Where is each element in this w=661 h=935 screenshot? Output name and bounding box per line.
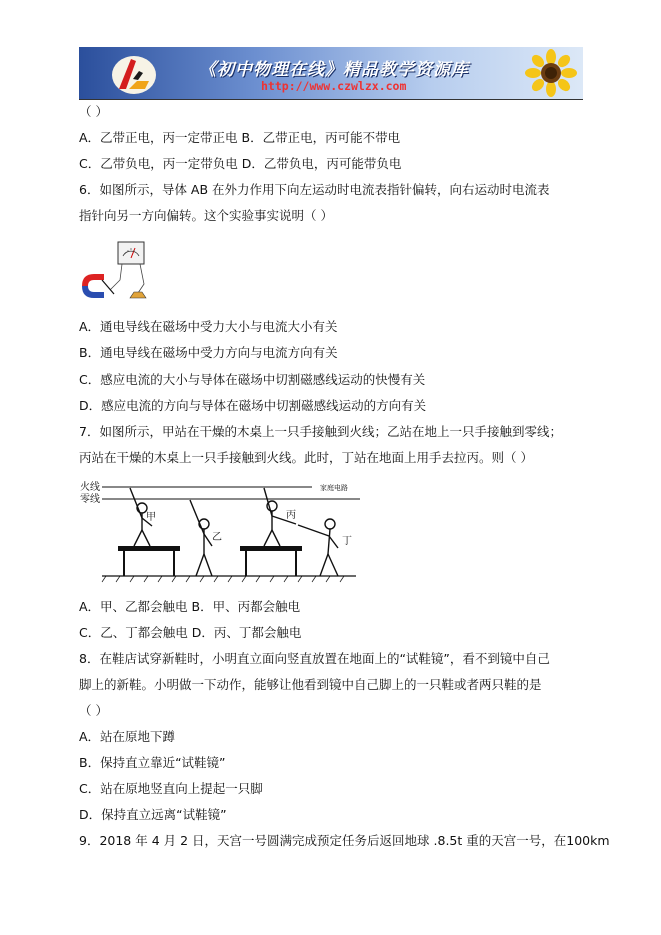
power-note-label: 家庭电路	[320, 484, 348, 492]
electric-shock-figure	[80, 480, 360, 584]
q9-stem: 9．2018 年 4 月 2 日，天宫一号圆满完成预定任务后返回地球 .8.5t 重的天宫一号，在100km	[79, 833, 610, 848]
q5-blank: （ ）	[79, 104, 108, 119]
q5-option-ab: A．乙带正电，丙一定带正电 B．乙带正电，丙可能不带电	[79, 130, 401, 145]
live-wire-label: 火线	[80, 482, 100, 493]
q8-option-d: D．保持直立远离“试鞋镜”	[79, 807, 227, 822]
q6-stem-line1: 6．如图所示，导体 AB 在外力作用下向左运动时电流表指针偏转，向右运动时电流表	[79, 182, 550, 197]
q7-option-cd: C．乙、丁都会触电 D．丙、丁都会触电	[79, 625, 302, 640]
person-a-label: 甲	[146, 512, 156, 523]
banner-url: http://www.czwlzx.com	[261, 79, 407, 93]
induction-experiment-figure	[80, 240, 160, 304]
q7-stem-line2: 丙站在干燥的木桌上一只手接触到火线。此时，丁站在地面上用手去拉丙。则（ ）	[79, 450, 533, 465]
q6-option-a: A．通电导线在磁场中受力大小与电流大小有关	[79, 319, 338, 334]
q6-option-c: C．感应电流的大小与导体在磁场中切割磁感线运动的快慢有关	[79, 372, 426, 387]
sunflower-icon	[521, 49, 581, 97]
q8-stem-line2: 脚上的新鞋。小明做一下动作，能够让他看到镜中自己脚上的一只鞋或者两只鞋的是	[79, 677, 542, 692]
q8-stem-line3: （ ）	[79, 703, 108, 718]
logo-icon	[109, 51, 159, 97]
header-rule	[79, 99, 583, 100]
q6-stem-line2: 指针向另一方向偏转。这个实验事实说明（ ）	[79, 208, 333, 223]
person-c-label: 丙	[286, 510, 296, 521]
q6-option-d: D．感应电流的方向与导体在磁场中切割磁感线运动的方向有关	[79, 398, 427, 413]
header-banner	[79, 47, 583, 99]
banner-title: 《初中物理在线》精品教学资源库	[199, 60, 469, 80]
person-b-label: 乙	[212, 532, 222, 543]
neutral-wire-label: 零线	[80, 494, 100, 505]
q7-option-ab: A．甲、乙都会触电 B．甲、丙都会触电	[79, 599, 301, 614]
q8-stem-line1: 8．在鞋店试穿新鞋时，小明直立面向竖直放置在地面上的“试鞋镜”，看不到镜中自己	[79, 651, 550, 666]
q8-option-b: B．保持直立靠近“试鞋镜”	[79, 755, 226, 770]
q5-option-cd: C．乙带负电，丙一定带负电 D．乙带负电，丙可能带负电	[79, 156, 402, 171]
q8-option-c: C．站在原地竖直向上提起一只脚	[79, 781, 263, 796]
q7-stem-line1: 7．如图所示，甲站在干燥的木桌上一只手接触到火线；乙站在地上一只手接触到零线；	[79, 424, 562, 439]
q8-option-a: A．站在原地下蹲	[79, 729, 176, 744]
q6-option-b: B．通电导线在磁场中受力方向与电流方向有关	[79, 345, 338, 360]
person-d-label: 丁	[342, 536, 352, 547]
